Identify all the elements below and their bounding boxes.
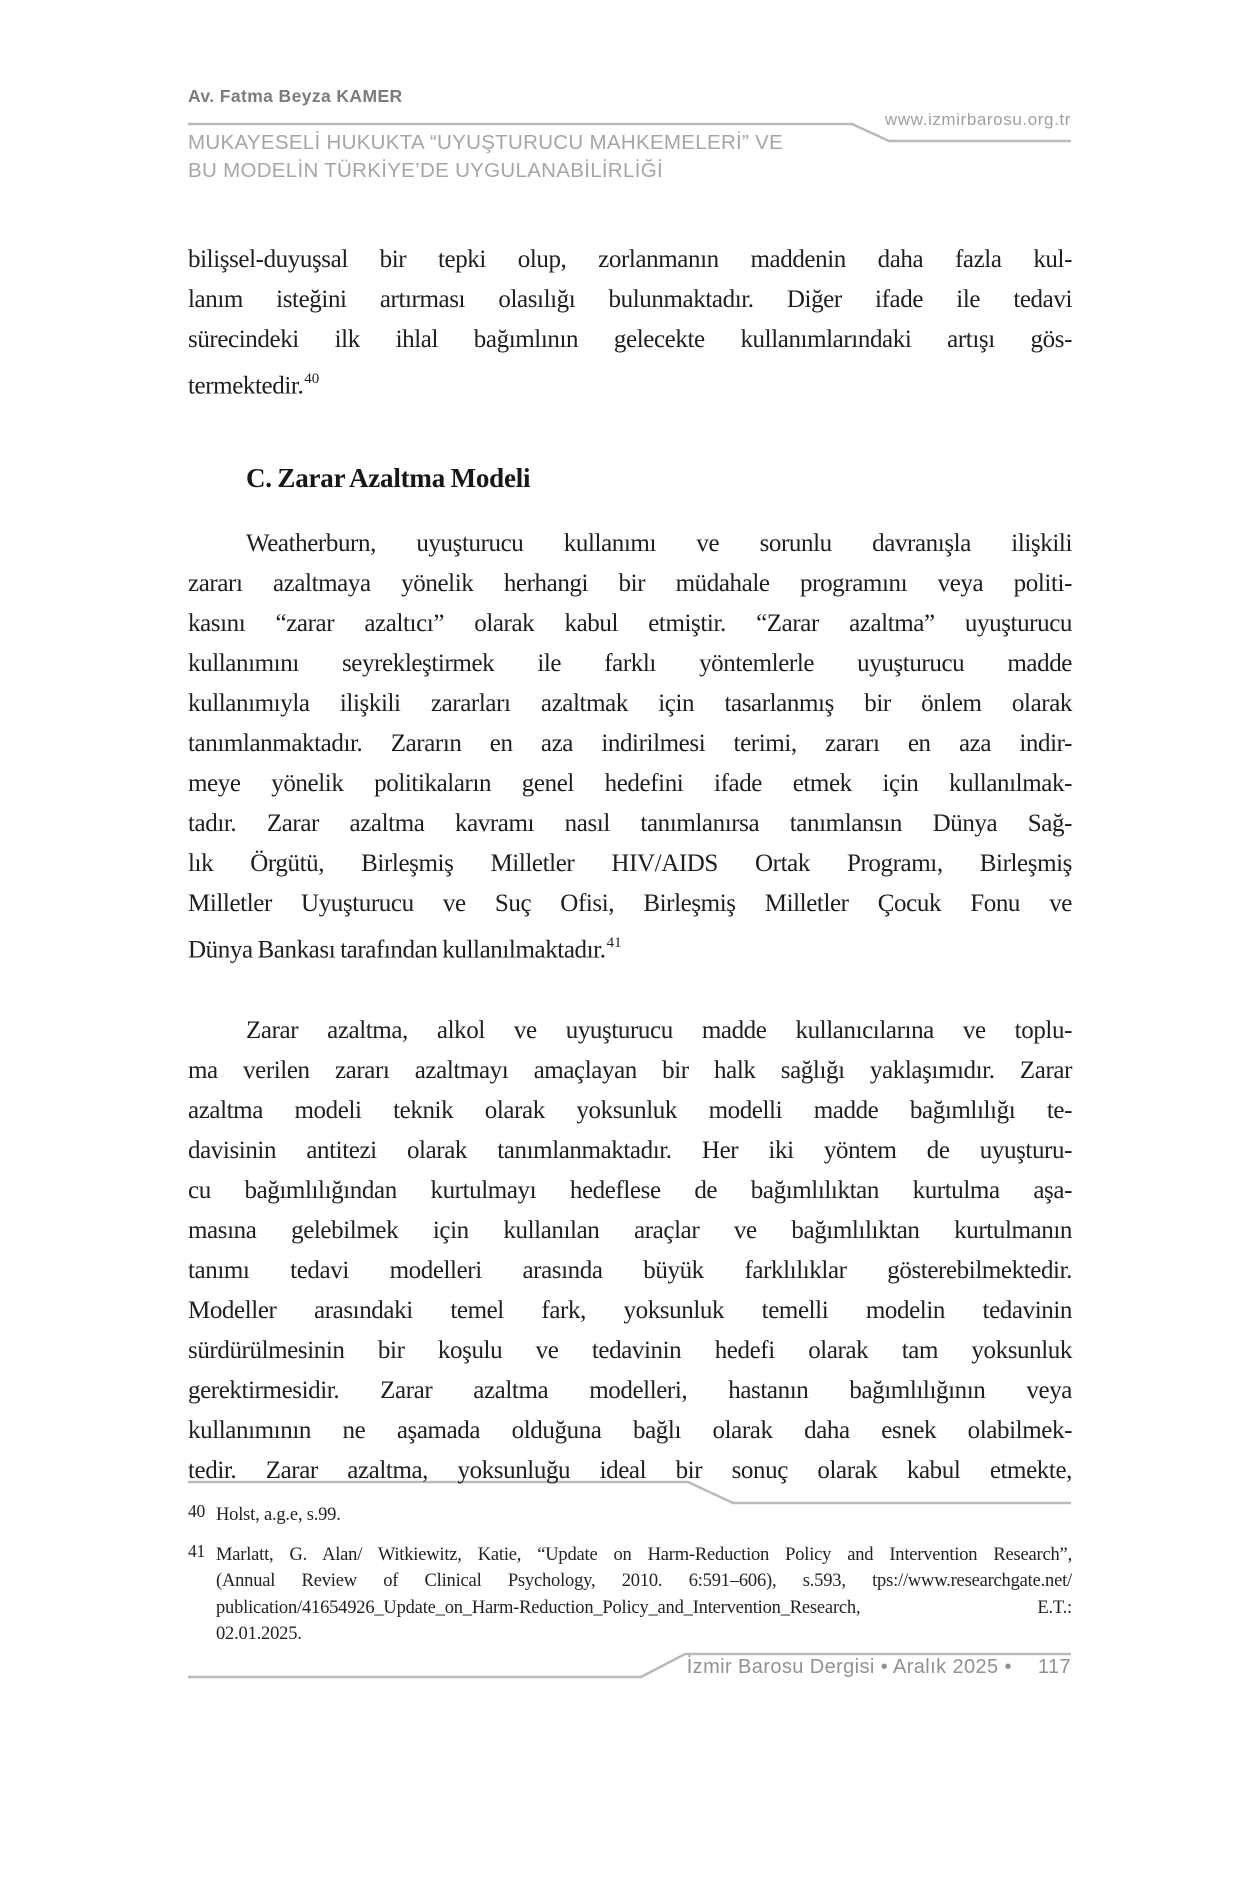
author-name: Av. Fatma Beyza KAMER [188, 86, 403, 106]
body-paragraph [188, 524, 1072, 970]
article-body [188, 240, 1072, 1491]
footnote-line: Holst, a.g.e, s.99. [216, 1505, 341, 1525]
text-line: meye yönelik politikaların genel hedefini ifade etmek için kullanılmak- [188, 770, 1072, 798]
body-paragraph [188, 1011, 1072, 1491]
article-title-line-1: MUKAYESELİ HUKUKTA “UYUŞTURUCU MAHKEMELERİ” VE [188, 131, 784, 154]
text-line: masına gelebilmek için kullanılan araçlar ve bağımlılıktan kurtulmanın [188, 1216, 1072, 1244]
text-line: termektedir.$^{40}$ [188, 371, 320, 400]
text-line: zararı azaltmaya yönelik herhangi bir müdahale programını veya politi- [188, 570, 1072, 598]
text-line: ma verilen zararı azaltmayı amaçlayan bir halk sağlığı yaklaşımıdır. Zarar [188, 1056, 1072, 1084]
text-line: azaltma modeli teknik olarak yoksunluk modelli madde bağımlılığı te- [188, 1096, 1072, 1124]
footnote-line: publication/41654926_Update_on_Harm-Reduction_Policy_and_Intervention_Research, E.T.: [216, 1597, 1072, 1618]
text-line: Dünya Bankası tarafından kullanılmaktadır.$^{41}$ [188, 935, 622, 964]
text-line: tedir. Zarar azaltma, yoksunluğu ideal bir sonuç olarak kabul etmekte, [188, 1456, 1072, 1484]
text-line: sürdürülmesinin bir koşulu ve tedavinin hedefi olarak tam yoksunluk [188, 1336, 1072, 1364]
section-heading: C. Zarar Azaltma Modeli [246, 463, 531, 494]
text-line: tanımı tedavi modelleri arasında büyük farklılıklar gösterebilmektedir. [188, 1256, 1072, 1284]
footnote-number: 41 [188, 1540, 206, 1561]
text-line: kasını “zarar azaltıcı” olarak kabul etmiştir. “Zarar azaltma” uyuşturucu [188, 610, 1072, 638]
text-line: cu bağımlılığından kurtulmayı hedeflese de bağımlılıktan kurtulma aşa- [188, 1176, 1072, 1204]
footnote-reference: 41 [606, 935, 622, 952]
footnote-text [216, 1502, 1072, 1529]
footnote [188, 1502, 1072, 1529]
text-line: bilişsel-duyuşsal bir tepki olup, zorlanmanın maddenin daha fazla kul- [188, 246, 1072, 273]
body-paragraph [188, 240, 1072, 406]
text-line: gerektirmesidir. Zarar azaltma modelleri, hastanın bağımlılığının veya [188, 1376, 1072, 1404]
text-line: lık Örgütü, Birleşmiş Milletler HIV/AIDS Ortak Programı, Birleşmiş [188, 850, 1072, 878]
footnote-text [216, 1542, 1072, 1648]
footnote-number: 40 [188, 1501, 206, 1521]
text-line: Weatherburn, uyuşturucu kullanımı ve sorunlu davranışla ilişkili [246, 530, 1072, 558]
footnote-line: 02.01.2025. [216, 1624, 302, 1644]
text-line: tadır. Zarar azaltma kavramı nasıl tanımlanırsa tanımlansın Dünya Sağ- [188, 810, 1072, 838]
text-line: lanım isteğini artırması olasılığı bulunmaktadır. Diğer ifade ile tedavi [188, 286, 1072, 313]
footnote-line: Marlatt, G. Alan/ Witkiewitz, Katie, “Update on Harm-Reduction Policy and Intervention Research”, [216, 1544, 1072, 1565]
text-line: Modeller arasındaki temel fark, yoksunluk temelli modelin tedavinin [188, 1296, 1072, 1324]
text-line: Zarar azaltma, alkol ve uyuşturucu madde kullanıcılarına ve toplu- [246, 1016, 1072, 1044]
article-title-line-2: BU MODELİN TÜRKİYE’DE UYGULANABİLİRLİĞİ [188, 158, 663, 182]
text-line: kullanımını seyrekleştirmek ile farklı yöntemlerle uyuşturucu madde [188, 650, 1072, 678]
text-line: tanımlanmaktadır. Zararın en aza indirilmesi terimi, zararı en aza indir- [188, 730, 1072, 758]
text-line: sürecindeki ilk ihlal bağımlının gelecekte kullanımlarındaki artışı gös- [188, 326, 1072, 353]
footnotes-section [188, 1502, 1072, 1648]
footnote-reference: 40 [304, 371, 320, 387]
journal-website-url: www.izmirbarosu.org.tr [884, 110, 1071, 129]
text-line: Milletler Uyuşturucu ve Suç Ofisi, Birleşmiş Milletler Çocuk Fonu ve [188, 890, 1072, 918]
footnote [188, 1542, 1072, 1648]
text-line: davisinin antitezi olarak tanımlanmaktadır. Her iki yöntem de uyuşturu- [188, 1136, 1072, 1164]
journal-issue-label: İzmir Barosu Dergisi • Aralık 2025 • [686, 1656, 1012, 1678]
footnote-line: (Annual Review of Clinical Psychology, 2010. 6:591–606), s.593, tps://www.researchgate.net/ [216, 1571, 1072, 1591]
text-line: kullanımıyla ilişkili zararları azaltmak için tasarlanmış bir önlem olarak [188, 690, 1072, 718]
page-number: 117 [1037, 1656, 1071, 1678]
page-footer [687, 1656, 1071, 1679]
text-line: kullanımının ne aşamada olduğuna bağlı olarak daha esnek olabilmek- [188, 1416, 1072, 1444]
article-title [188, 129, 783, 184]
